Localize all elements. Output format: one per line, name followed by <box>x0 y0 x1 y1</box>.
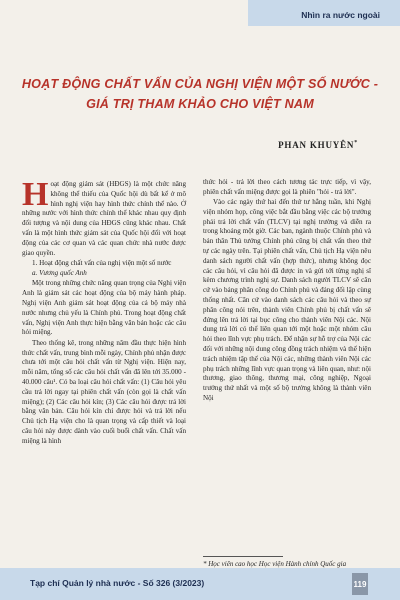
paragraph-intro-text: oạt động giám sát (HĐGS) là một chức năng không thể thiếu của Quốc hội dù bất kể ở mô hình nghị viện hay hình thức chính thể nào. Ở những nước với hình thức chính thể khác nhau quy định đối tượng và nội dung của HĐGS cũng khác nhau. Chất vấn là một hình thức giám sát của Quốc hội đối với hoạt động của các cơ quan và các quan chức nhà nước được giao quyền. <box>22 180 186 257</box>
section-label <box>248 0 400 26</box>
journal-footer: Tạp chí Quản lý nhà nước - Số 326 (3/2023) <box>30 578 205 588</box>
footnote-divider <box>203 556 283 557</box>
page-number: 119 <box>352 573 368 595</box>
paragraph: Một trong những chức năng quan trọng của Nghị viện Anh là giám sát các hoạt động của bộ máy hành pháp. Nghị viện Anh giám sát hoạt động của cả bộ máy nhà nước nhưng chủ yếu là Chính phủ. Trong hoạt động chất vấn, Nghị viện Anh thực hiện bằng văn bản hoặc các câu hỏi miệng. <box>22 279 186 337</box>
paragraph: Theo thống kê, trong những năm đầu thực hiện hình thức chất vấn, trung bình mỗi ngày, Chính phủ nhận được chưa tới một câu hỏi chất vấn từ Nghị viện. Hiện nay, mỗi năm, tổng số các câu hỏi chất vấn đã lên tới 35.000 - 40.000 câu¹. Có ba loại câu hỏi chất vấn: (1) Câu hỏi yêu cầu trả lời ngay tại phiên chất vấn (còn gọi là chất vấn miệng); (2) Các câu hỏi kín; (3) Các câu hỏi được trả lời bằng văn bản. Câu hỏi kín chỉ được hỏi và trả lời nếu Chủ tịch Hạ viện cho là quan trọng và cấp thiết và loại câu hỏi này được dành vào cuối buổi chất vấn. Chất vấn miệng là hình <box>22 338 186 445</box>
article-title <box>0 74 400 114</box>
author-footnote-mark: * <box>354 140 358 146</box>
footnote: * Học viên cao học Học viện Hành chính Quốc gia <box>203 560 347 568</box>
paragraph-intro <box>22 176 186 258</box>
title-line-1: HOẠT ĐỘNG CHẤT VẤN CỦA NGHỊ VIỆN MỘT SỐ NƯỚC - <box>21 77 379 91</box>
drop-cap: H <box>22 176 49 213</box>
title-line-2: GIÁ TRỊ THAM KHẢO CHO VIỆT NAM <box>86 97 314 111</box>
author-name: PHAN KHUYÊN <box>278 140 355 150</box>
section-heading: 1. Hoạt động chất vấn của nghị viện một số nước <box>32 258 172 267</box>
right-column <box>203 178 371 404</box>
paragraph: thức hỏi - trả lời theo cách tương tác trực tiếp, vì vậy, phiên chất vấn miệng được gọi là phiên "hỏi - trả lời". <box>203 178 371 196</box>
section-label-text: Nhìn ra nước ngoài <box>301 10 380 20</box>
author <box>278 140 358 150</box>
paragraph: Vào các ngày thứ hai đến thứ tư hằng tuần, khi Nghị viện nhóm họp, công việc bắt đầu bằng việc các bộ trưởng phải trả lời chất vấn (TLCV) tại nghị trường và diễn ra trong khoảng một giờ. Các ban, ngành thuộc Chính phủ và bản thân Thủ tướng Chính phủ cũng bị chất vấn theo thứ tự các ngày trên. Tại phiên chất vấn, Chủ tịch Hạ viện nêu danh sách người chất vấn (hợp thức), nhưng không đọc các câu hỏi, vì câu hỏi đã được in và gửi tới từng nghị sĩ kèm chương trình nghị sự. Danh sách người TLCV sẽ căn cứ vào bảng phân công do Chính phủ và đảng đối lập cùng thống nhất. Căn cứ vào danh sách các câu hỏi và theo sự phân công nói trên, thành viên Chính phủ bị chất vấn sẽ đứng lên trả lời tại bục công cho thành viên Nội các. Nội dung trả lời có thể liên quan tới một hoặc một nhóm câu hỏi theo lĩnh vực phụ trách. Để nhận sự hỗ trợ của Nội các đối với những nội dung công đồng trách nhiệm và thể hiện trách nhiệm tập thể của Nội các, những thành viên Nội các phụ trách những lĩnh vực quan trọng và liên quan, như: nội thương, giao thông, thương mại, công nghiệp, Ngoại trưởng thứ nhất và một số bộ trưởng không là thành viên Nội <box>203 198 371 403</box>
left-column <box>22 176 186 447</box>
subsection-heading: a. Vương quốc Anh <box>32 269 87 278</box>
